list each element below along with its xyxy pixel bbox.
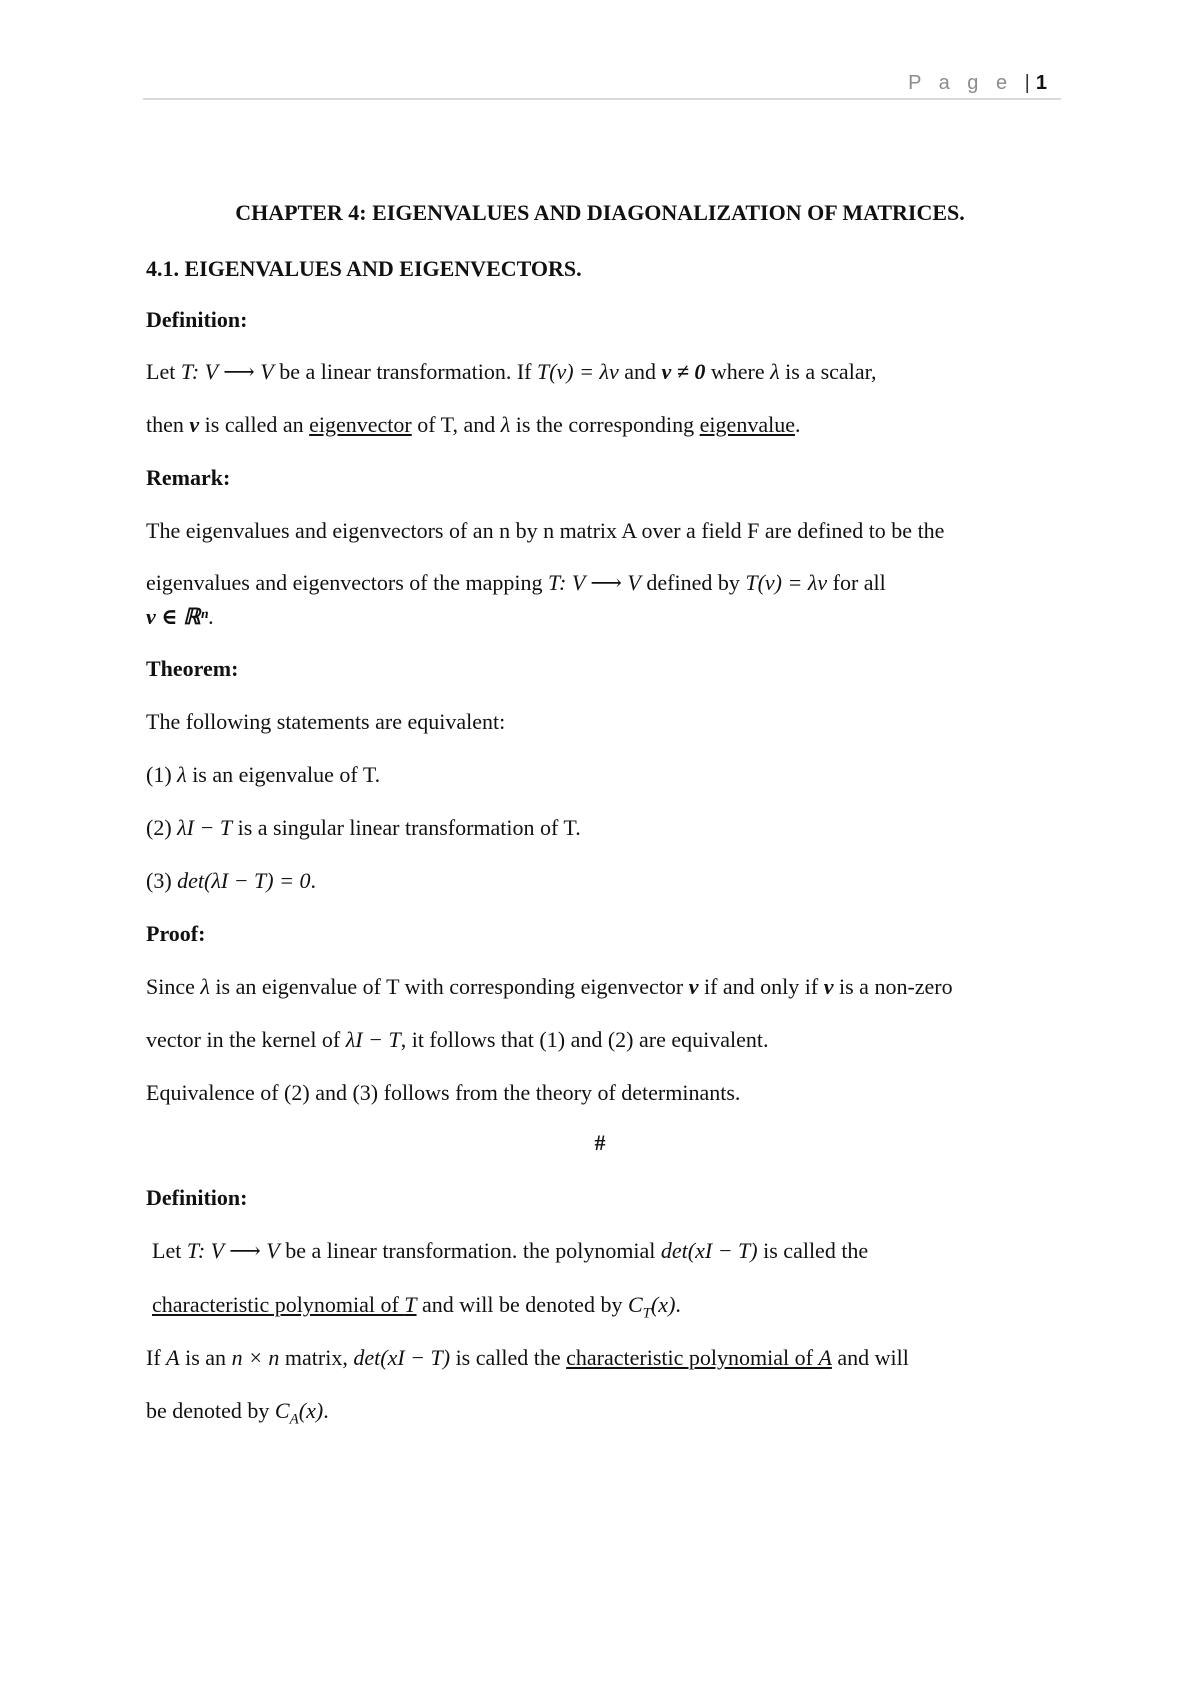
section-title: 4.1. EIGENVALUES AND EIGENVECTORS. — [146, 256, 582, 281]
term-eigenvalue: eigenvalue — [699, 412, 795, 437]
remark-line-3: v ∈ ℝⁿ. — [146, 604, 214, 629]
term-eigenvector: eigenvector — [309, 412, 412, 437]
page-header — [143, 72, 1061, 100]
chapter-title: CHAPTER 4: EIGENVALUES AND DIAGONALIZATION OF MATRICES. — [235, 200, 965, 225]
remark-heading: Remark: — [146, 465, 231, 490]
definition-2-heading: Definition: — [146, 1185, 248, 1210]
term-characteristic-polynomial-t: characteristic polynomial of T — [152, 1292, 417, 1317]
theorem-statement-3: (3) det(λI − T) = 0. — [146, 868, 316, 893]
proof-line-2: vector in the kernel of λI − T, it follows that (1) and (2) are equivalent. — [146, 1027, 769, 1052]
remark-line-1: The eigenvalues and eigenvectors of an n by n matrix A over a field F are defined to be the — [146, 518, 945, 543]
page-number-label — [908, 72, 1047, 95]
theorem-statement-1: (1) λ is an eigenvalue of T. — [146, 762, 381, 787]
definition-2-line-1: Let T: V ⟶ V be a linear transformation. the polynomial det(xI − T) is called the — [152, 1238, 869, 1263]
page-label: P a g e — [908, 72, 1014, 94]
proof-line-1: Since λ is an eigenvalue of T with corresponding eigenvector v if and only if v is a non-zero — [146, 974, 953, 999]
page-number: 1 — [1035, 72, 1047, 94]
proof-heading: Proof: — [146, 921, 206, 946]
page-separator: | — [1024, 72, 1030, 94]
definition-1-line-2: then v is called an eigenvector of T, and λ is the corresponding eigenvalue. — [146, 412, 801, 437]
theorem-intro: The following statements are equivalent: — [146, 709, 506, 734]
proof-line-3: Equivalence of (2) and (3) follows from the theory of determinants. — [146, 1080, 741, 1105]
theorem-statement-2: (2) λI − T is a singular linear transformation of T. — [146, 815, 581, 840]
definition-2-line-2: characteristic polynomial of T and will be denoted by $C_T(x)$. — [152, 1292, 681, 1322]
definition-2-line-4: be denoted by $C_A(x)$. — [146, 1398, 329, 1428]
remark-line-2: eigenvalues and eigenvectors of the mapping T: V ⟶ V defined by T(v) = λv for all — [146, 570, 886, 595]
term-characteristic-polynomial-a: characteristic polynomial of A — [566, 1345, 832, 1370]
definition-2-line-3: If A is an n × n matrix, det(xI − T) is called the characteristic polynomial of A and will — [146, 1345, 909, 1370]
definition-1-line-1: Let T: V ⟶ V be a linear transformation. If T(v) = λv and v ≠ 0 where λ is a scalar, — [146, 359, 877, 384]
theorem-heading: Theorem: — [146, 656, 239, 681]
proof-end-mark: # — [594, 1130, 606, 1155]
definition-1-heading: Definition: — [146, 307, 248, 332]
